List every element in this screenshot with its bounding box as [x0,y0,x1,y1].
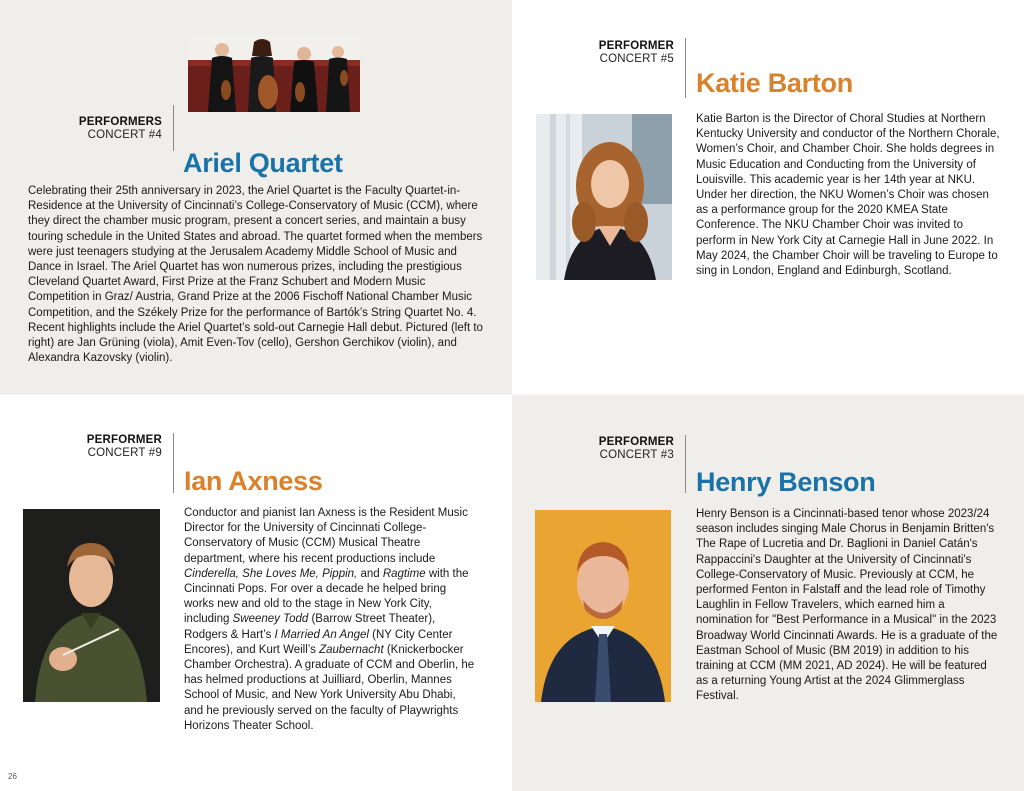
role-text: PERFORMERS [78,116,162,128]
henry-benson-section [512,395,1024,791]
divider-line [173,105,174,151]
performer-bio: Katie Barton is the Director of Choral Studies at Northern Kentucky University and conductor of the Northern Chorale, Women’s Choir, and Chamber Choir. She holds degrees in Music Education and Conducting from the University of Louisville. This academic year is her 14th year at NKU. Under her direction, the NKU Women’s Choir was chosen as a performance group for the 2020 KMEA State Conference. The NKU Chamber Choir was invited to perform in New York City at Carnegie Hall in June 2022. In May 2024, the Chamber Choir will be traveling to Europe to sing in London, England and Edinburgh, Scotland. [696,113,1000,278]
divider-line [173,433,174,493]
concert-number: CONCERT #4 [87,129,162,141]
divider-line [685,38,686,98]
ariel-quartet-section [0,0,512,395]
performer-bio [184,506,478,734]
role-text: PERFORMER [598,40,674,52]
performer-name: Ian Axness [184,466,323,496]
bio-segment: (NY City Center Encores), and Kurt Weill’s [184,628,453,656]
bio-segment: Conductor and pianist Ian Axness is the Resident Music Director for the University of Cincinnati College-Conservatory of Music (CCM) Musical Theatre department, where his recent productions include [184,507,468,565]
bio-segment: (Knickerbocker Chamber Orchestra). A graduate of CCM and Oberlin, he has helmed productions at Juilliard, Oberlin, Mannes School of Music, and New York University Abu Dhabi, and he previously served on the faculty of Playwrights Horizons Theater School. [184,643,475,732]
ariel-role-label [79,116,162,142]
katie-barton-section [512,0,1024,395]
divider-line [685,435,686,493]
bio-title: Cinderella, She Loves Me, Pippin, [184,567,358,580]
henry-role-label [599,436,674,462]
ian-role-label [87,434,162,460]
performer-bio: Celebrating their 25th anniversary in 2023, the Ariel Quartet is the Faculty Quartet-in-Residence at the University of Cincinnati’s College-Conservatory of Music (CCM), where they direct the chamber music program, present a concert series, and maintain a busy touring schedule in the United States and abroad. The quartet formed when the members were just teenagers studying at the Jerusalem Academy Middle School of Music and Dance in Israel. The Ariel Quartet has won numerous prizes, including the prestigious Cleveland Quartet Award, First Prize at the Franz Schubert and Modern Music Competition in Graz/ Austria, Grand Prize at the 2006 Fischoff National Chamber Music Competition, and the Székely Prize for the performance of Bartók’s String Quartet No. 4. Recent highlights include the Ariel Quartet’s sold-out Carnegie Hall debut. Pictured (left to right) are Jan Grüning (viola), Amit Even-Tov (cello), Gershon Gerchikov (violin), and Alexandra Kazovsky (violin). [28,185,483,365]
performer-name: Henry Benson [696,467,876,497]
bio-title: Zaubernacht [319,643,384,656]
performer-name: Ariel Quartet [183,148,343,178]
katie-role-label [599,40,674,66]
bio-title: I Married An Angel [274,628,369,641]
ariel-quartet-photo [188,34,360,112]
concert-number: CONCERT #3 [599,449,674,461]
bio-segment: (Barrow Street Theater), Rodgers & Hart’s [184,613,436,641]
ian-axness-section [0,395,512,791]
ian-axness-photo [23,509,160,702]
performer-bio: Henry Benson is a Cincinnati-based tenor whose 2023/24 season includes singing Male Chorus in Benjamin Britten's The Rape of Lucretia and Dr. Baglioni in Daniel Catán's Rappaccini's Daughter at the University of Cincinnati's College-Conservatory of Music. Previously at CCM, he performed Fenton in Falstaff and the lead role of Timothy Laughlin in Fellow Travelers, which earned him a nomination for "Best Performance in a Musical" in the 2023 Broadway World Cincinnati Awards. He is a graduate of the Eastman School of Music (BM 2019) in addition to his training at CCM (MM 2021, AD 2024). He will be featured as a returning Young Artist at the 2024 Glimmerglass Festival. [696,508,998,703]
role-text: PERFORMER [598,436,674,448]
page-number: 26 [8,772,17,781]
bio-segment: with the Cincinnati Pops. For over a decade he helped bring works new and old to the stage in New York City, including [184,567,469,626]
bio-title: Sweeney Todd [232,613,309,626]
henry-benson-photo [535,510,671,702]
performer-name: Katie Barton [696,68,853,98]
katie-barton-photo [536,114,672,280]
bio-title: Ragtime [382,567,426,580]
bio-segment: and [357,567,383,580]
concert-number: CONCERT #5 [599,53,674,65]
role-text: PERFORMER [86,434,162,446]
concert-number: CONCERT #9 [87,447,162,459]
